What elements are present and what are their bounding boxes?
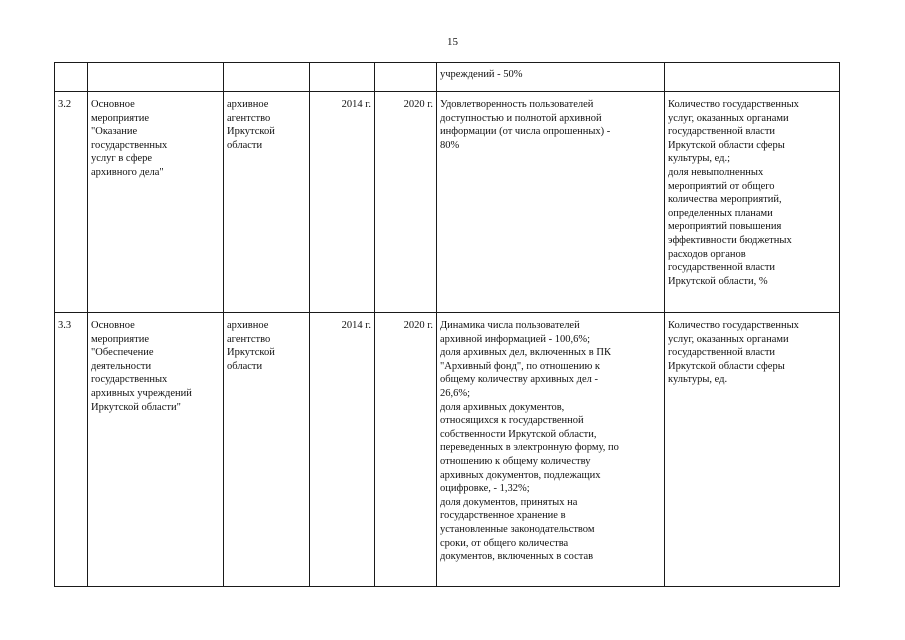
cell-indicators: Удовлетворенность пользователей доступностью и полнотой архивной информации (от числа опрошенных) - 80%: [437, 92, 665, 313]
program-activities-table: [54, 62, 840, 587]
cell-name: Основное мероприятие "Обеспечение деятельности государственных архивных учреждений Иркутской области": [88, 313, 224, 587]
cell-end: 2020 г.: [375, 313, 437, 587]
page-number: 15: [447, 36, 458, 48]
cell-start: 2014 г.: [310, 92, 375, 313]
cell-related: Количество государственных услуг, оказанных органами государственной власти Иркутской области сферы культуры, ед.: [665, 313, 840, 587]
cell-end: 2020 г.: [375, 92, 437, 313]
cell-end: [375, 63, 437, 92]
cell-num: [55, 63, 88, 92]
table-row-continuation: [55, 63, 840, 92]
cell-executor: архивное агентство Иркутской области: [224, 92, 310, 313]
cell-related: Количество государственных услуг, оказанных органами государственной власти Иркутской области сферы культуры, ед.; доля невыполненных мероприятий от общего количества мероприятий, определенных планами мероприятий повышения эффективности бюджетных расходов органов государственной власти Иркутской области, %: [665, 92, 840, 313]
cell-num: 3.3: [55, 313, 88, 587]
cell-indicators: Динамика числа пользователей архивной информацией - 100,6%; доля архивных дел, включенных в ПК "Архивный фонд", по отношению к общему количеству архивных дел - 26,6%; доля архивных документов, относящихся к государственной собственности Иркутской области, переведенных в электронную форму, по отношению к общему количеству архивных документов, подлежащих оцифровке, - 1,32%; доля документов, принятых на государственное хранение в установленные законодательством сроки, от общего количества документов, включенных в состав: [437, 313, 665, 587]
cell-name: Основное мероприятие "Оказание государственных услуг в сфере архивного дела": [88, 92, 224, 313]
cell-start: 2014 г.: [310, 313, 375, 587]
cell-executor: [224, 63, 310, 92]
table-row: [55, 313, 840, 587]
cell-related: [665, 63, 840, 92]
cell-start: [310, 63, 375, 92]
cell-executor: архивное агентство Иркутской области: [224, 313, 310, 587]
cell-num: 3.2: [55, 92, 88, 313]
cell-indicators: учреждений - 50%: [437, 63, 665, 92]
cell-name: [88, 63, 224, 92]
table-row: [55, 92, 840, 313]
